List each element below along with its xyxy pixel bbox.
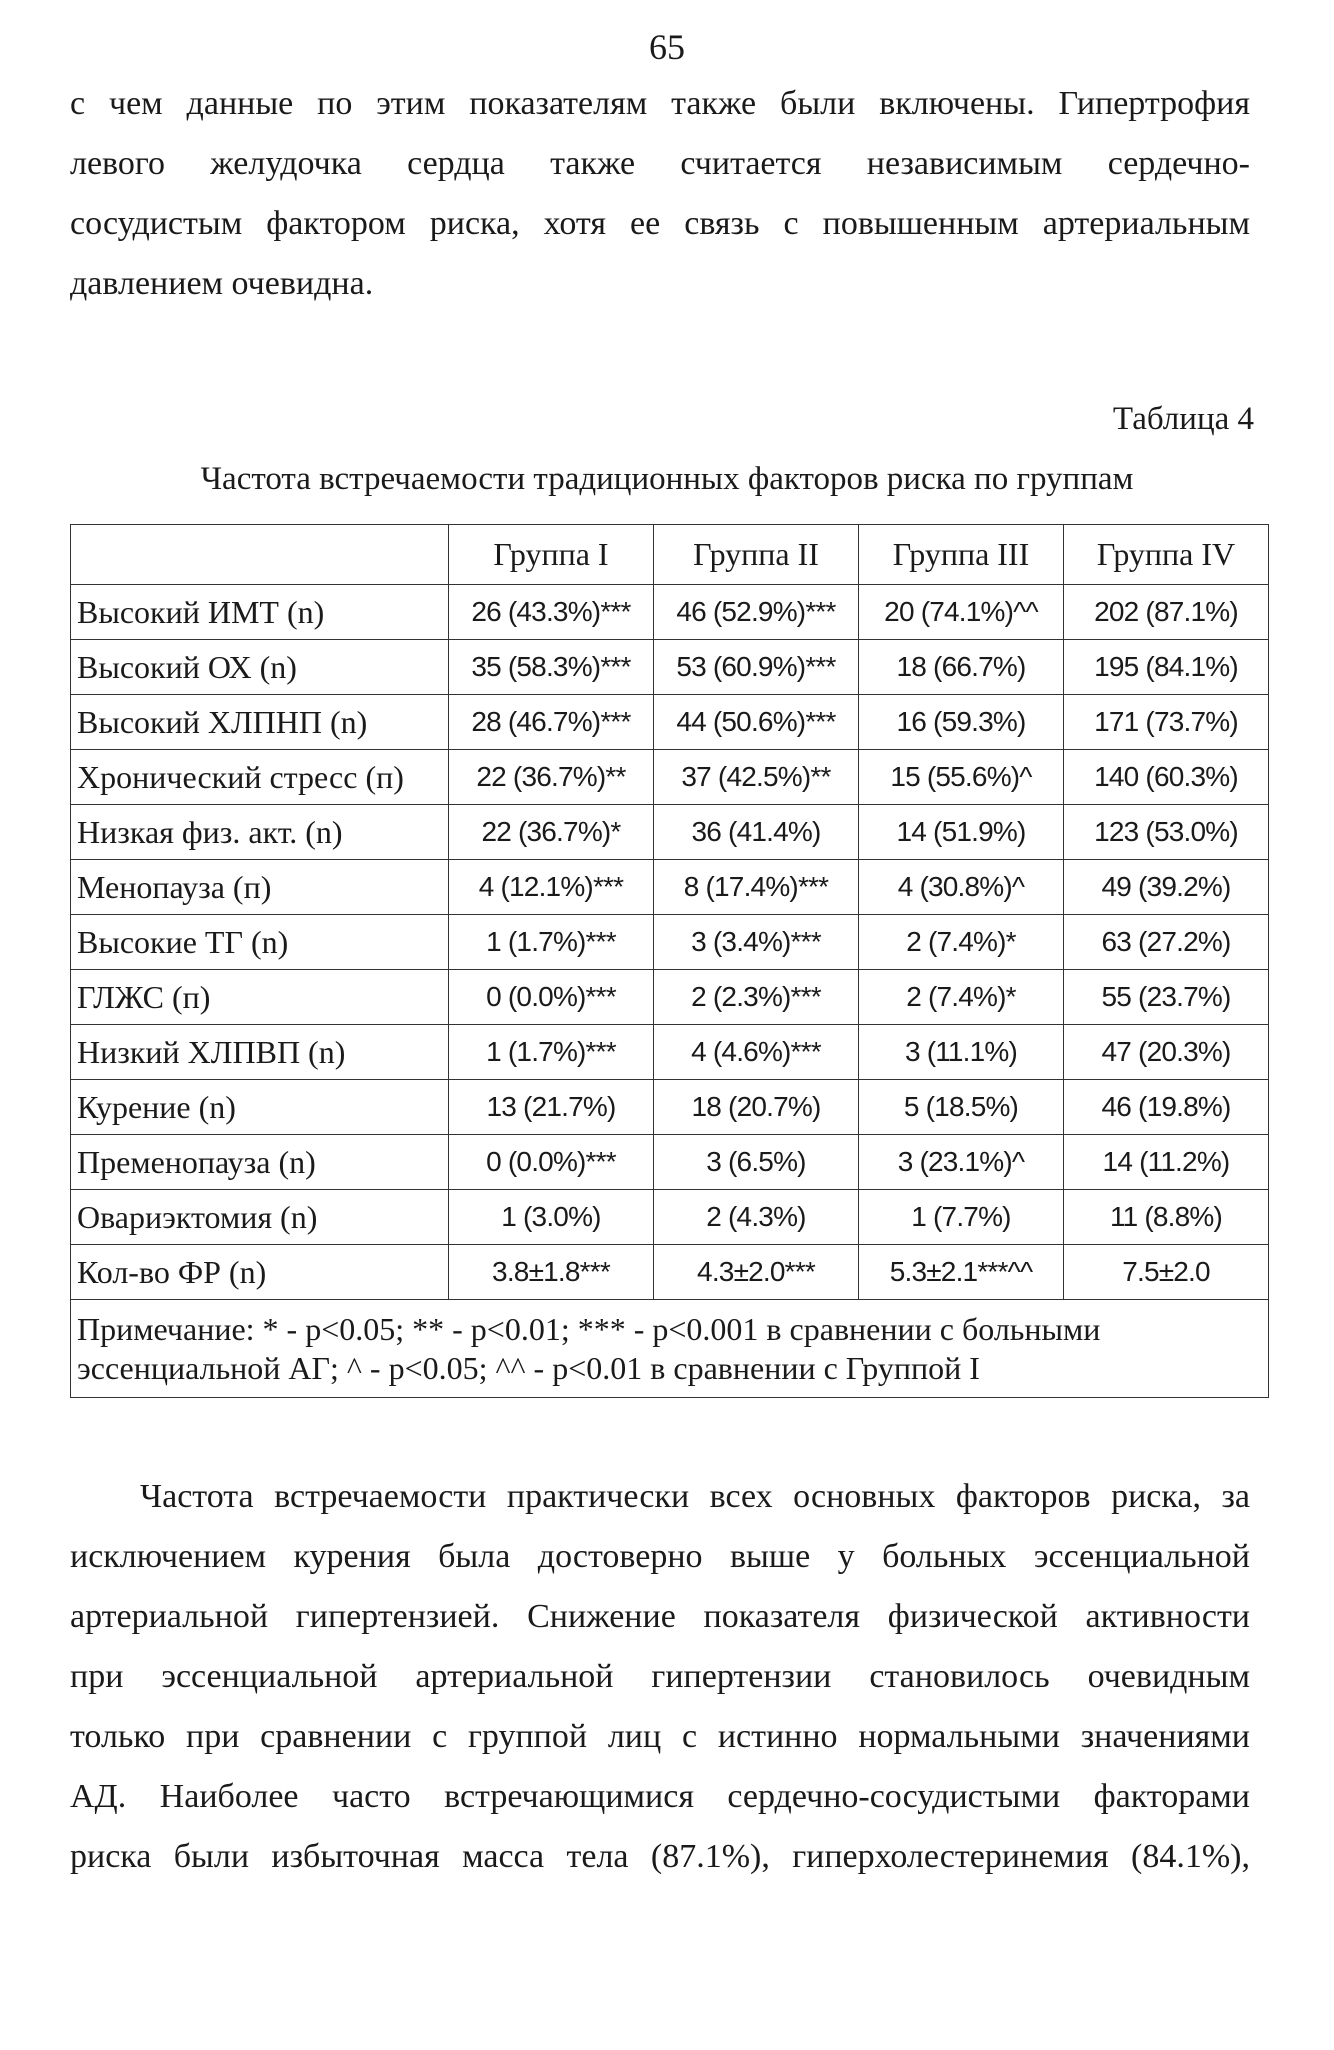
- paragraph-line: Частота встречаемости практически всех основных факторов риска, за: [140, 1478, 1250, 1515]
- table-note-line: эссенциальной АГ; ^ - p<0.05; ^^ - p<0.01 в сравнении с Группой I: [77, 1349, 980, 1386]
- table-cell: 22 (36.7%)*: [449, 805, 654, 860]
- table-cell: 46 (52.9%)***: [654, 585, 859, 640]
- table-cell: 3 (6.5%): [654, 1135, 859, 1190]
- table-row: [71, 1025, 1269, 1080]
- table-cell: 1 (1.7%)***: [449, 915, 654, 970]
- row-label: Менопауза (п): [71, 860, 449, 915]
- paragraph-line: сосудистым фактором риска, хотя ее связь с повышенным артериальным: [70, 205, 1250, 242]
- table-cell: 5.3±2.1***^^: [859, 1245, 1064, 1300]
- row-label: ГЛЖС (п): [71, 970, 449, 1025]
- row-label: Высокий ИМТ (n): [71, 585, 449, 640]
- table-cell: 3 (3.4%)***: [654, 915, 859, 970]
- table-cell: 18 (66.7%): [859, 640, 1064, 695]
- table-cell: 15 (55.6%)^: [859, 750, 1064, 805]
- table-title: Частота встречаемости традиционных факторов риска по группам: [200, 461, 1134, 497]
- table-cell: 195 (84.1%): [1064, 640, 1269, 695]
- table-cell: 14 (51.9%): [859, 805, 1064, 860]
- table-cell: 47 (20.3%): [1064, 1025, 1269, 1080]
- table-cell: 4.3±2.0***: [654, 1245, 859, 1300]
- table-cell: 1 (7.7%): [859, 1190, 1064, 1245]
- table-cell: 18 (20.7%): [654, 1080, 859, 1135]
- table-cell: 3.8±1.8***: [449, 1245, 654, 1300]
- header-group-4: Группа IV: [1064, 525, 1269, 585]
- header-group-2: Группа II: [654, 525, 859, 585]
- table-row: [71, 695, 1269, 750]
- table-cell: 20 (74.1%)^^: [859, 585, 1064, 640]
- paragraph-line: давлением очевидна.: [70, 265, 374, 302]
- table-cell: 53 (60.9%)***: [654, 640, 859, 695]
- table-row: [71, 1190, 1269, 1245]
- paragraph-line: только при сравнении с группой лиц с истинно нормальными значениями: [70, 1718, 1250, 1755]
- table-cell: 49 (39.2%): [1064, 860, 1269, 915]
- table-cell: 4 (12.1%)***: [449, 860, 654, 915]
- table-cell: 2 (7.4%)*: [859, 915, 1064, 970]
- header-group-3: Группа III: [859, 525, 1064, 585]
- page-number: 65: [649, 27, 685, 67]
- table-cell: 22 (36.7%)**: [449, 750, 654, 805]
- table-cell: 1 (1.7%)***: [449, 1025, 654, 1080]
- table-cell: 5 (18.5%): [859, 1080, 1064, 1135]
- table-cell: 2 (2.3%)***: [654, 970, 859, 1025]
- header-group-1: Группа I: [449, 525, 654, 585]
- paragraph-line: артериальной гипертензией. Снижение показателя физической активности: [70, 1598, 1250, 1635]
- table-cell: 63 (27.2%): [1064, 915, 1269, 970]
- table-row: [71, 640, 1269, 695]
- table-cell: 8 (17.4%)***: [654, 860, 859, 915]
- row-label: Хронический стресс (п): [71, 750, 449, 805]
- table-cell: 140 (60.3%): [1064, 750, 1269, 805]
- table-row: [71, 805, 1269, 860]
- paragraph-line: АД. Наиболее часто встречающимися сердечно-сосудистыми факторами: [70, 1778, 1250, 1815]
- paragraph-line: с чем данные по этим показателям также были включены. Гипертрофия: [70, 85, 1250, 122]
- table-cell: 11 (8.8%): [1064, 1190, 1269, 1245]
- table-cell: 7.5±2.0: [1064, 1245, 1269, 1300]
- table-row: [71, 750, 1269, 805]
- table-cell: 4 (30.8%)^: [859, 860, 1064, 915]
- table-note-line: Примечание: * - p<0.05; ** - p<0.01; *** - p<0.001 в сравнении с больными: [77, 1310, 1101, 1347]
- table-cell: 2 (7.4%)*: [859, 970, 1064, 1025]
- table-header-row: [71, 525, 1269, 585]
- table-cell: 13 (21.7%): [449, 1080, 654, 1135]
- table-label: Таблица 4: [1112, 401, 1254, 437]
- table-cell: 16 (59.3%): [859, 695, 1064, 750]
- row-label: Курение (n): [71, 1080, 449, 1135]
- table-cell: 0 (0.0%)***: [449, 970, 654, 1025]
- table-cell: 44 (50.6%)***: [654, 695, 859, 750]
- table-cell: 123 (53.0%): [1064, 805, 1269, 860]
- row-label: Высокий ХЛПНП (n): [71, 695, 449, 750]
- table-note: [71, 1300, 1269, 1398]
- table-row: [71, 1135, 1269, 1190]
- table-cell: 202 (87.1%): [1064, 585, 1269, 640]
- table-note-row: [71, 1300, 1269, 1398]
- table-cell: 0 (0.0%)***: [449, 1135, 654, 1190]
- risk-factors-table: [70, 524, 1269, 1398]
- row-label: Кол-во ФР (n): [71, 1245, 449, 1300]
- paragraph-line: исключением курения была достоверно выше у больных эссенциальной: [70, 1538, 1250, 1575]
- paragraph-line: риска были избыточная масса тела (87.1%), гиперхолестеринемия (84.1%),: [70, 1838, 1250, 1875]
- row-label: Низкая физ. акт. (n): [71, 805, 449, 860]
- header-empty: [71, 525, 449, 585]
- table-cell: 26 (43.3%)***: [449, 585, 654, 640]
- table-row: [71, 1080, 1269, 1135]
- table-cell: 28 (46.7%)***: [449, 695, 654, 750]
- table-cell: 3 (11.1%): [859, 1025, 1064, 1080]
- row-label: Низкий ХЛПВП (n): [71, 1025, 449, 1080]
- table-row: [71, 915, 1269, 970]
- discussion-paragraph: [70, 1467, 1250, 1887]
- table-cell: 1 (3.0%): [449, 1190, 654, 1245]
- row-label: Пременопауза (n): [71, 1135, 449, 1190]
- table-row: [71, 860, 1269, 915]
- table-cell: 37 (42.5%)**: [654, 750, 859, 805]
- table-cell: 3 (23.1%)^: [859, 1135, 1064, 1190]
- row-label: Овариэктомия (n): [71, 1190, 449, 1245]
- table-cell: 171 (73.7%): [1064, 695, 1269, 750]
- paragraph-line: левого желудочка сердца также считается независимым сердечно-: [70, 145, 1250, 182]
- table-cell: 2 (4.3%): [654, 1190, 859, 1245]
- table-cell: 14 (11.2%): [1064, 1135, 1269, 1190]
- table-cell: 35 (58.3%)***: [449, 640, 654, 695]
- table-cell: 46 (19.8%): [1064, 1080, 1269, 1135]
- table-row: [71, 585, 1269, 640]
- table-cell: 4 (4.6%)***: [654, 1025, 859, 1080]
- table-row: [71, 970, 1269, 1025]
- table-row: [71, 1245, 1269, 1300]
- row-label: Высокие ТГ (n): [71, 915, 449, 970]
- paragraph-line: при эссенциальной артериальной гипертензии становилось очевидным: [70, 1658, 1250, 1695]
- table-cell: 36 (41.4%): [654, 805, 859, 860]
- intro-paragraph: [70, 74, 1250, 314]
- table-cell: 55 (23.7%): [1064, 970, 1269, 1025]
- row-label: Высокий ОХ (n): [71, 640, 449, 695]
